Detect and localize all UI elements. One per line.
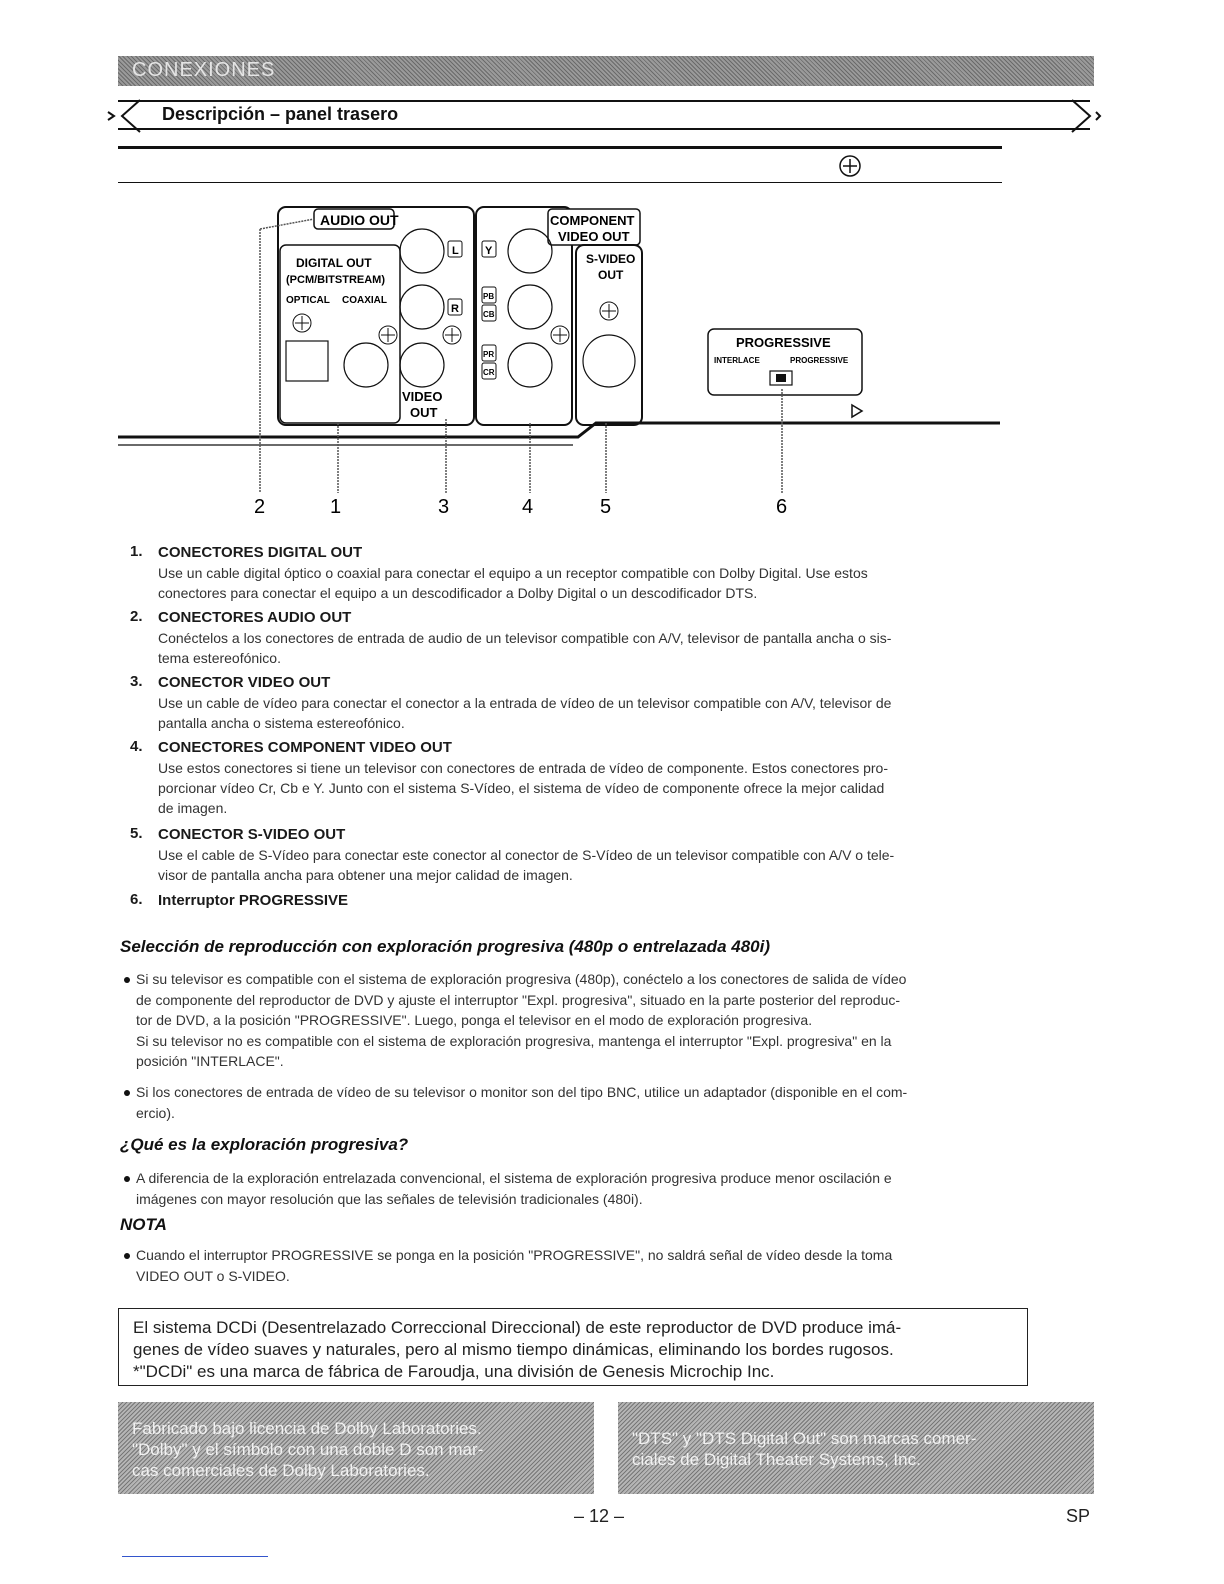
item-line: de imagen.: [158, 800, 228, 816]
item-line: Use el cable de S-Vídeo para conectar este conector al conector de S-Vídeo de un televisor compatible con A/V o tele-: [158, 847, 895, 863]
item-number: 1.: [130, 543, 143, 560]
list-item: [158, 543, 1088, 603]
device-top-line: [118, 182, 1002, 183]
jack-r-label: R: [451, 303, 459, 315]
callout-2: 2: [254, 496, 266, 518]
item-title: CONECTORES DIGITAL OUT: [158, 544, 363, 561]
list-item: [158, 673, 1088, 733]
list-item: [158, 608, 1088, 668]
item-title: CONECTORES AUDIO OUT: [158, 609, 352, 626]
page-number: – 12 –: [574, 1506, 625, 1526]
item-line: Use estos conectores si tiene un televisor con conectores de entrada de vídeo de componente. Estos conectores pro-: [158, 760, 888, 776]
svideo-label-2: OUT: [598, 268, 624, 282]
item-number: 4.: [130, 738, 143, 755]
arrow-icon: [852, 405, 862, 417]
callout-3: 3: [438, 496, 450, 518]
item-line: Use un cable de vídeo para conectar el conector a la entrada de vídeo de un televisor compatible con A/V, televisor de: [158, 695, 892, 711]
component-label-1: COMPONENT: [550, 213, 635, 228]
language-code: SP: [1066, 1506, 1091, 1526]
item-line: Conéctelos a los conectores de entrada de audio de un televisor compatible con A/V, televisor de pantalla ancha o sis-: [158, 630, 892, 646]
jack-pb-label: PB: [483, 292, 495, 301]
digital-block: [280, 245, 400, 423]
component-pr-jack: [508, 343, 552, 387]
item-line: tema estereofónico.: [158, 650, 281, 666]
dts-text: "DTS" y "DTS Digital Out" son marcas comer- ciales de Digital Theater Systems, Inc.: [632, 1429, 977, 1469]
dcdi-line: El sistema DCDi (Desentrelazado Correccional Direccional) de este reproductor de DVD produce imá-: [133, 1318, 902, 1337]
item-line: conectores para conectar el equipo a un descodificador a Dolby Digital o un descodificador DTS.: [158, 585, 758, 601]
pcm-label: (PCM/BITSTREAM): [286, 274, 385, 286]
digital-out-label: DIGITAL OUT: [296, 256, 372, 270]
progressive-label: PROGRESSIVE: [736, 335, 831, 350]
callout-5: 5: [600, 496, 612, 518]
screw-icon: [600, 302, 618, 320]
item-line: visor de pantalla ancha para obtener una mejor calidad de imagen.: [158, 867, 573, 883]
bullet-icon: [124, 977, 130, 983]
bullet-icon: [124, 1090, 130, 1096]
svideo-jack: [583, 335, 635, 387]
what-is-bullet: A diferencia de la exploración entrelazada convencional, el sistema de exploración progresiva produce menor oscilación e imágenes con mayor resolución que las señales de televisión tradicionales (480i).: [124, 1168, 1090, 1209]
item-title: Interruptor PROGRESSIVE: [158, 892, 349, 909]
callout-6: 6: [776, 496, 788, 518]
video-out-label-2: OUT: [410, 405, 438, 420]
item-line: pantalla ancha o sistema estereofónico.: [158, 715, 405, 731]
progressive-bullet-1: Si su televisor es compatible con el sistema de exploración progresiva (480p), conéctelo a los conectores de salida de vídeo de componente del reproductor de DVD y ajuste el interruptor "Expl. progresiva", situado en la parte posterior del reproduc- tor de DVD, a la posición "PROGRESSIVE". Luego, ponga el televisor en el modo de exploración progresiva. Si su televisor no es compatible con el sistema de exploración progresiva, mantenga el interruptor "Expl. progresiva" en la posición "INTERLACE".: [124, 969, 1090, 1072]
heading-left-ornament-icon: [104, 98, 144, 134]
coaxial-jack: [344, 343, 388, 387]
section-banner: [118, 56, 1094, 86]
dolby-text: Fabricado bajo licencia de Dolby Laboratories. "Dolby" y el símbolo con una doble D son mar- cas comerciales de Dolby Laboratories.: [132, 1419, 484, 1480]
item-number: 5.: [130, 825, 143, 842]
screw-icon: [551, 326, 569, 344]
optical-label: OPTICAL: [286, 295, 330, 306]
footer-rule: [122, 1556, 268, 1557]
heading-frame: [118, 100, 1090, 130]
section-title: CONEXIONES: [132, 59, 276, 81]
nota-title: NOTA: [120, 1215, 167, 1234]
callout-1: 1: [330, 496, 342, 518]
coaxial-label: COAXIAL: [342, 295, 387, 306]
audio-l-jack: [400, 229, 444, 273]
dts-trademark-box: [618, 1402, 1094, 1494]
video-out-label-1: VIDEO: [402, 389, 443, 404]
callout-4: 4: [522, 496, 534, 518]
nota-bullet: Cuando el interruptor PROGRESSIVE se ponga en la posición "PROGRESSIVE", no saldrá señal de vídeo desde la toma VIDEO OUT o S-VIDEO.: [124, 1245, 1090, 1286]
screw-icon: [838, 154, 862, 178]
screw-icon: [293, 314, 311, 332]
dcdi-info-box: [118, 1308, 1028, 1386]
optical-jack: [286, 341, 328, 381]
component-pb-jack: [508, 285, 552, 329]
heading-right-ornament-icon: [1068, 98, 1108, 134]
what-is-title: ¿Qué es la exploración progresiva?: [120, 1135, 409, 1154]
screw-icon: [443, 326, 461, 344]
item-line: Use un cable digital óptico o coaxial para conectar el equipo a un receptor compatible con Dolby Digital. Use estos: [158, 565, 868, 581]
bullet-icon: [124, 1253, 130, 1259]
item-number: 3.: [130, 673, 143, 690]
item-number: 6.: [130, 891, 143, 908]
progressive-bullet-2: Si los conectores de entrada de vídeo de su televisor o monitor son del tipo BNC, utilice un adaptador (disponible en el com- ercio).: [124, 1082, 1090, 1123]
item-line: porcionar vídeo Cr, Cb e Y. Junto con el sistema S-Vídeo, el sistema de vídeo de componente ofrece la mejor calidad: [158, 780, 885, 796]
jack-cr-label: CR: [483, 368, 495, 377]
progressive-section-title: Selección de reproducción con exploración progresiva (480p o entrelazada 480i): [120, 937, 770, 956]
audio-r-jack: [400, 285, 444, 329]
item-title: CONECTORES COMPONENT VIDEO OUT: [158, 739, 452, 756]
jack-pr-label: PR: [483, 350, 495, 359]
item-title: CONECTOR VIDEO OUT: [158, 674, 331, 691]
page-heading: Descripción – panel trasero: [162, 104, 399, 124]
jack-l-label: L: [452, 245, 459, 257]
rear-panel-diagram: [118, 195, 1008, 525]
list-item: [158, 891, 1088, 911]
dcdi-line: *"DCDi" es una marca de fábrica de Faroudja, una división de Genesis Microchip Inc.: [133, 1362, 775, 1381]
interlace-label: INTERLACE: [714, 356, 760, 365]
jack-y-label: Y: [485, 245, 493, 257]
svideo-label-1: S-VIDEO: [586, 252, 636, 266]
screw-icon: [379, 326, 397, 344]
list-item: [158, 825, 1088, 885]
audio-out-label: AUDIO OUT: [320, 212, 399, 228]
dcdi-line: genes de vídeo suaves y naturales, pero al mismo tiempo dinámicas, eliminando los bordes rugosos.: [133, 1340, 894, 1359]
component-y-jack: [508, 229, 552, 273]
list-item: [158, 738, 1088, 818]
dolby-trademark-box: [118, 1402, 594, 1494]
component-label-2: VIDEO OUT: [558, 229, 630, 244]
jack-cb-label: CB: [483, 310, 495, 319]
progressive-small-label: PROGRESSIVE: [790, 356, 849, 365]
item-number: 2.: [130, 608, 143, 625]
device-top-edge: [118, 146, 1002, 149]
video-out-jack: [400, 343, 444, 387]
item-title: CONECTOR S-VIDEO OUT: [158, 826, 346, 843]
bullet-icon: [124, 1176, 130, 1182]
